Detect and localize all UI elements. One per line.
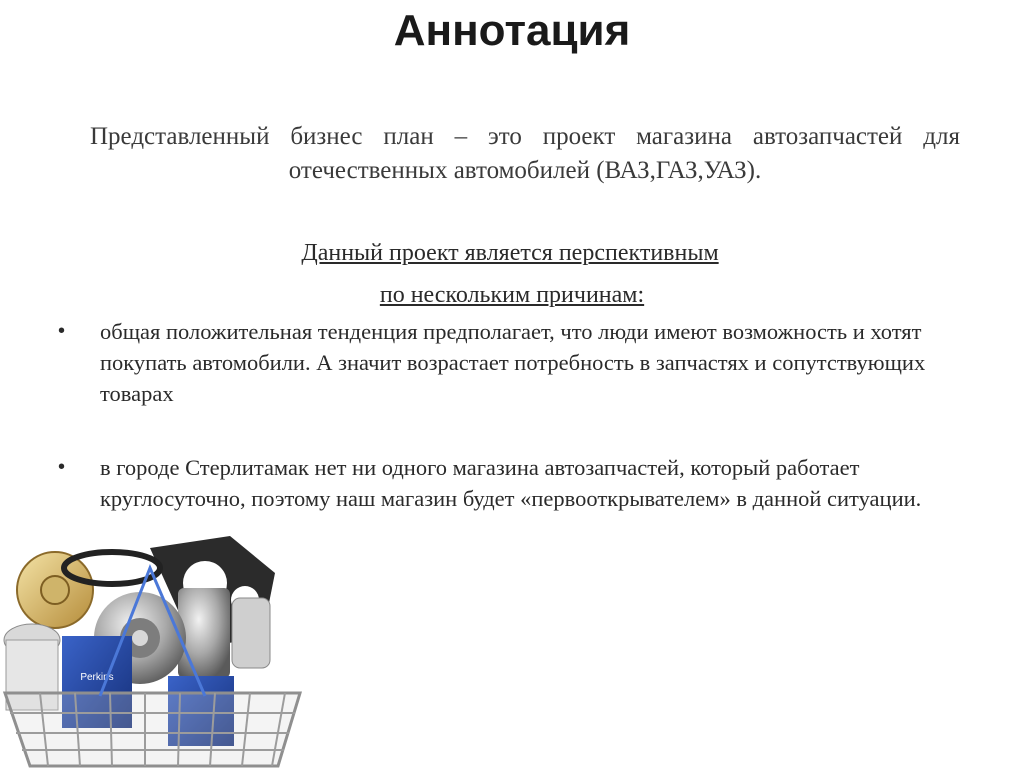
- list-item-text: общая положительная тенденция предполагает, что люди имеют возможность и хотят покупать автомобили. А значит возрастает потребность в запчастях и сопутствующих товарах: [100, 319, 926, 406]
- list-item: [58, 452, 978, 514]
- basket-of-auto-parts-icon: [0, 528, 310, 768]
- subheading-line-2: по нескольким причинам:: [379, 282, 645, 308]
- intro-paragraph: Представленный бизнес план – это проект магазина автозапчастей для отечественных автомобилей (ВАЗ,ГАЗ,УАЗ).: [90, 123, 960, 184]
- subheading-line-1: Данный проект является перспективным: [301, 240, 719, 266]
- reasons-list: [58, 316, 978, 514]
- bullet-marker: •: [58, 320, 66, 342]
- slide-title: Аннотация: [393, 6, 631, 55]
- list-item-text: в городе Стерлитамак нет ни одного магазина автозапчастей, который работает круглосуточно, поэтому наш магазин будет «первооткрывателем» в данной ситуации.: [100, 455, 922, 511]
- bullet-marker: •: [58, 456, 66, 478]
- box-label: Perkins: [80, 672, 114, 683]
- list-item: [58, 316, 978, 409]
